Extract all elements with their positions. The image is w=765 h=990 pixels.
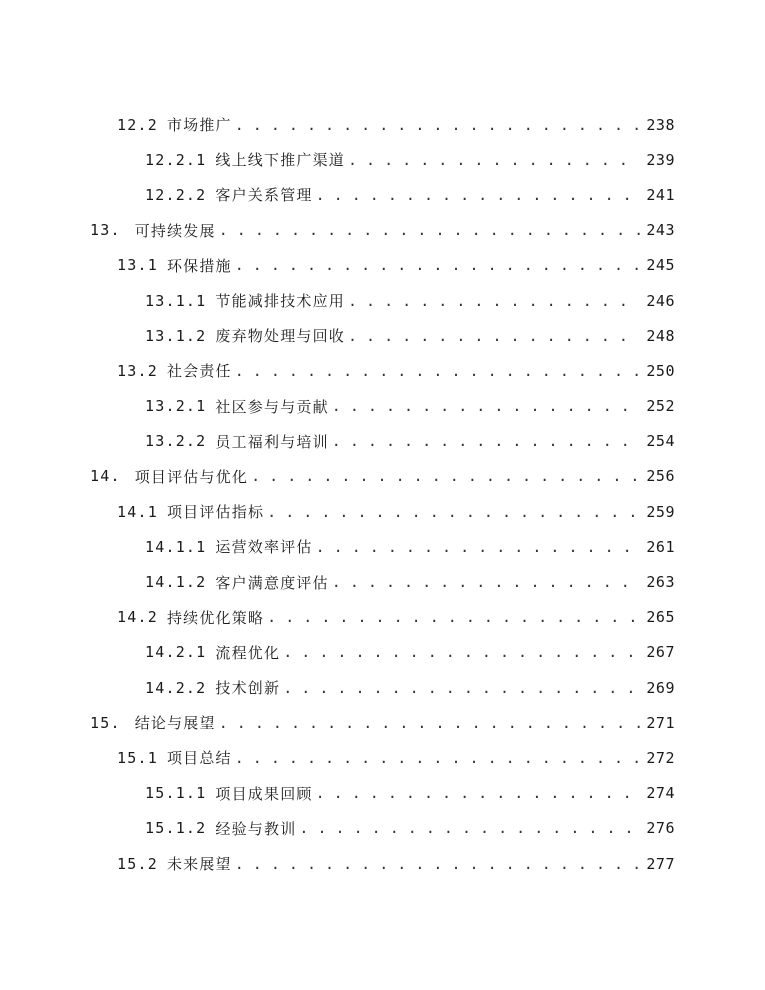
toc-entry-page: 276 [646,819,675,838]
toc-entry-page: 277 [646,854,675,873]
toc-entry-page: 252 [646,397,675,416]
toc-entry-page: 261 [646,537,675,556]
toc-entry[interactable] [0,564,765,599]
toc-entry-number: 14.1.2 [145,573,207,592]
toc-entry[interactable] [0,529,765,564]
toc-entry-title: 项目评估指标 [166,503,265,522]
toc-entry-title: 结论与展望 [134,714,216,733]
toc-dot-leader [316,784,639,802]
toc-entry-number: 14.1.1 [145,537,207,556]
toc-entry[interactable] [0,389,765,424]
toc-entry[interactable] [0,177,765,212]
toc-entry-number: 13.1.1 [145,291,207,310]
toc-entry-number: 15.1 [117,748,158,767]
toc-entry-title: 员工福利与培训 [215,432,329,451]
toc-entry-page: 267 [646,643,675,662]
toc-entry-page: 243 [646,221,675,240]
toc-entry-page: 250 [646,361,675,380]
toc-dot-leader [332,397,639,415]
toc-entry[interactable] [0,353,765,388]
toc-entry-page: 271 [646,713,675,732]
toc-entry-page: 256 [646,467,675,486]
toc-entry-number: 13.1 [117,256,158,275]
toc-entry-page: 254 [646,432,675,451]
toc-entry-number: 14.2.1 [145,643,207,662]
toc-dot-leader [235,256,639,274]
toc-entry-title: 客户关系管理 [215,186,313,205]
toc-entry[interactable] [0,705,765,740]
toc-entry-page: 245 [646,256,675,275]
toc-entry-page: 259 [646,502,675,521]
toc-dot-leader [348,151,638,169]
toc-entry[interactable] [0,107,765,142]
toc-dot-leader [316,186,639,204]
toc-dot-leader [235,855,639,873]
toc-dot-leader [267,608,638,626]
toc-dot-leader [332,432,639,450]
toc-dot-leader [283,643,638,661]
toc-entry-number: 12.2.2 [145,185,207,204]
toc-entry-title: 废弃物处理与回收 [215,327,345,346]
toc-entry[interactable] [0,213,765,248]
toc-entry-title: 经验与教训 [215,819,297,838]
toc-entry-number: 12.2.1 [145,150,207,169]
toc-dot-leader [316,538,639,556]
toc-dot-leader [299,819,638,837]
toc-entry-title: 持续优化策略 [166,608,265,627]
toc-entry-page: 265 [646,608,675,627]
toc-entry-title: 技术创新 [215,679,281,698]
toc-entry-number: 14.2.2 [145,678,207,697]
toc-entry-number: 13.2.1 [145,397,207,416]
toc-entry-number: 15.2 [117,854,158,873]
toc-entry-number: 14.2 [117,608,158,627]
toc-dot-leader [235,116,639,134]
toc-entry-title: 项目总结 [166,749,232,768]
toc-entry-page: 246 [646,291,675,310]
toc-entry-number: 14. [90,467,121,486]
toc-dot-leader [348,292,638,310]
toc-entry[interactable] [0,494,765,529]
toc-dot-leader [235,749,639,767]
toc-entry[interactable] [0,248,765,283]
toc-dot-leader [235,362,639,380]
toc-entry-title: 项目成果回顾 [215,784,313,803]
toc-entry[interactable] [0,459,765,494]
toc-entry[interactable] [0,600,765,635]
toc-dot-leader [251,467,646,485]
toc-dot-leader [219,221,647,239]
toc-entry-title: 项目评估与优化 [134,467,249,486]
toc-entry-number: 15.1.2 [145,819,207,838]
toc-entry-page: 272 [646,748,675,767]
toc-dot-leader [283,679,638,697]
toc-entry-title: 线上线下推广渠道 [215,151,345,170]
toc-entry[interactable] [0,283,765,318]
toc-entry-title: 可持续发展 [134,221,216,240]
toc-entry-title: 节能减排技术应用 [215,292,345,311]
toc-entry[interactable] [0,811,765,846]
toc-entry[interactable] [0,740,765,775]
toc-entry[interactable] [0,142,765,177]
toc-entry-number: 13. [90,221,121,240]
table-of-contents [0,107,765,881]
toc-dot-leader [348,327,638,345]
toc-dot-leader [219,714,647,732]
toc-entry-page: 238 [646,115,675,134]
toc-entry-number: 14.1 [117,502,158,521]
toc-entry[interactable] [0,318,765,353]
toc-entry-title: 运营效率评估 [215,538,313,557]
toc-entry-page: 241 [646,185,675,204]
toc-entry-page: 269 [646,678,675,697]
toc-entry-title: 社区参与与贡献 [215,397,329,416]
toc-entry[interactable] [0,846,765,881]
toc-entry-number: 15.1.1 [145,784,207,803]
toc-entry-title: 客户满意度评估 [215,573,329,592]
toc-entry-number: 13.2 [117,361,158,380]
toc-entry-page: 274 [646,784,675,803]
toc-entry-number: 12.2 [117,115,158,134]
toc-entry-title: 未来展望 [166,855,232,874]
toc-entry-page: 239 [646,150,675,169]
toc-entry-number: 15. [90,713,121,732]
toc-entry-number: 13.1.2 [145,326,207,345]
toc-entry[interactable] [0,635,765,670]
toc-entry[interactable] [0,670,765,705]
toc-entry-title: 市场推广 [166,116,232,135]
toc-entry-number: 13.2.2 [145,432,207,451]
toc-entry-title: 社会责任 [166,362,232,381]
toc-entry-page: 248 [646,326,675,345]
toc-entry[interactable] [0,424,765,459]
toc-dot-leader [267,503,638,521]
toc-entry-page: 263 [646,573,675,592]
toc-entry-title: 环保措施 [166,256,232,275]
toc-dot-leader [332,573,639,591]
toc-entry-title: 流程优化 [215,643,281,662]
toc-entry[interactable] [0,776,765,811]
